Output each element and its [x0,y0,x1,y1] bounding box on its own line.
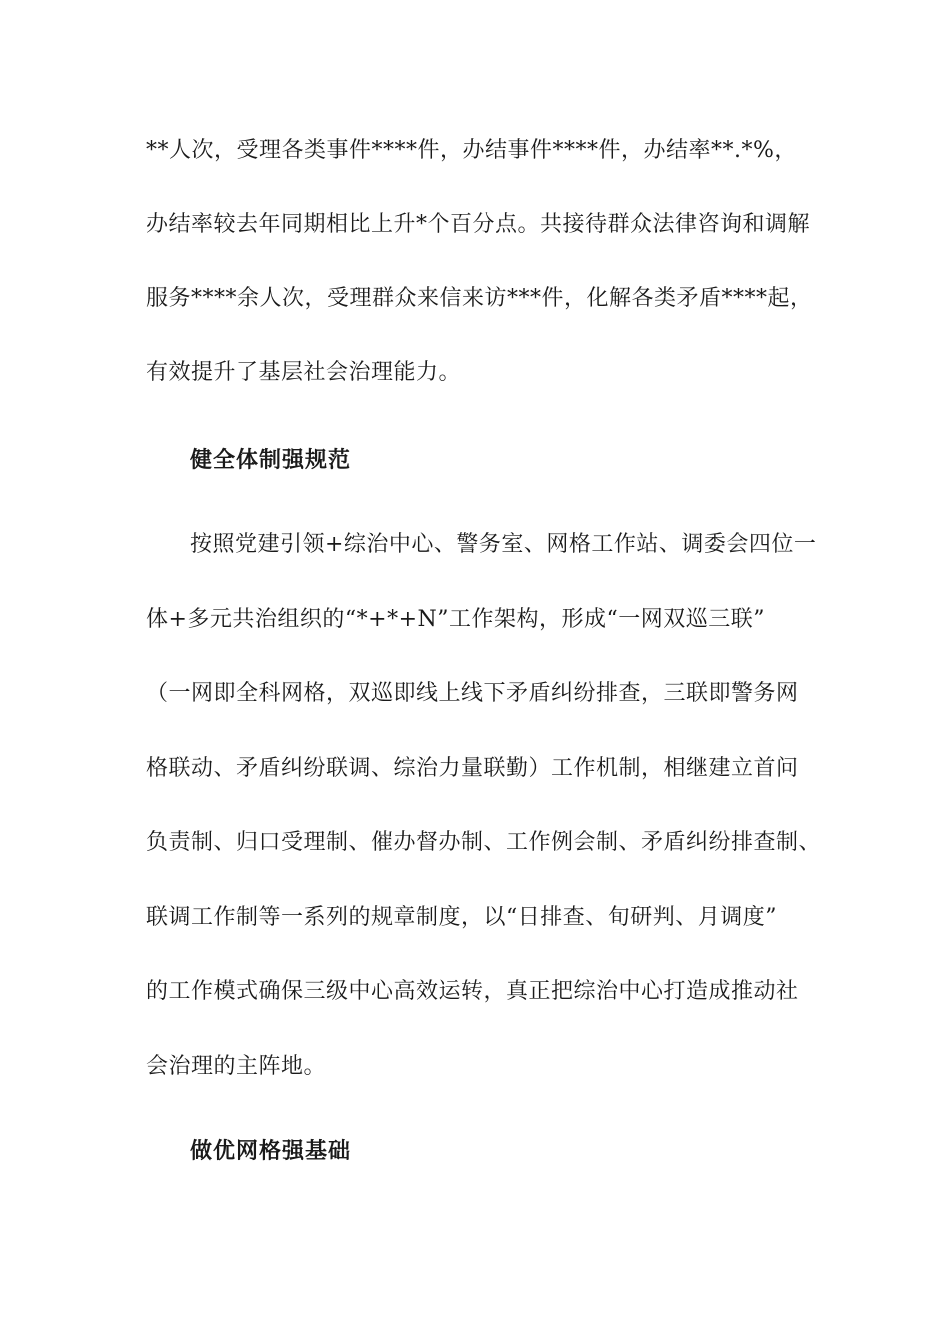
paragraph-line: （一网即全科网格，双巡即线上线下矛盾纠纷排查，三联即警务网 [146,681,799,706]
section-heading: 健全体制强规范 [190,448,352,473]
paragraph-line: **人次，受理各类事件****件，办结事件****件，办结率**.*%， [146,138,797,163]
paragraph-line: 办结率较去年同期相比上升*个百分点。共接待群众法律咨询和调解 [146,212,811,237]
paragraph-line: 会治理的主阵地。 [146,1054,327,1079]
paragraph-line: 服务****余人次，受理群众来信来访***件，化解各类矛盾****起， [146,286,813,311]
paragraph-line: 体+多元共治组织的“*+*+N”工作架构，形成“一网双巡三联” [146,607,766,632]
section-heading: 做优网格强基础 [190,1139,352,1164]
paragraph-line: 按照党建引领+综治中心、警务室、网格工作站、调委会四位一 [190,532,817,557]
paragraph-line: 负责制、归口受理制、催办督办制、工作例会制、矛盾纠纷排查制、 [146,830,822,855]
paragraph-line: 有效提升了基层社会治理能力。 [146,360,462,385]
paragraph-line: 的工作模式确保三级中心高效运转，真正把综治中心打造成推动社 [146,979,799,1004]
paragraph-line: 联调工作制等一系列的规章制度，以“日排查、旬研判、月调度” [146,905,777,930]
paragraph-line: 格联动、矛盾纠纷联调、综治力量联勤）工作机制，相继建立首问 [146,756,799,781]
